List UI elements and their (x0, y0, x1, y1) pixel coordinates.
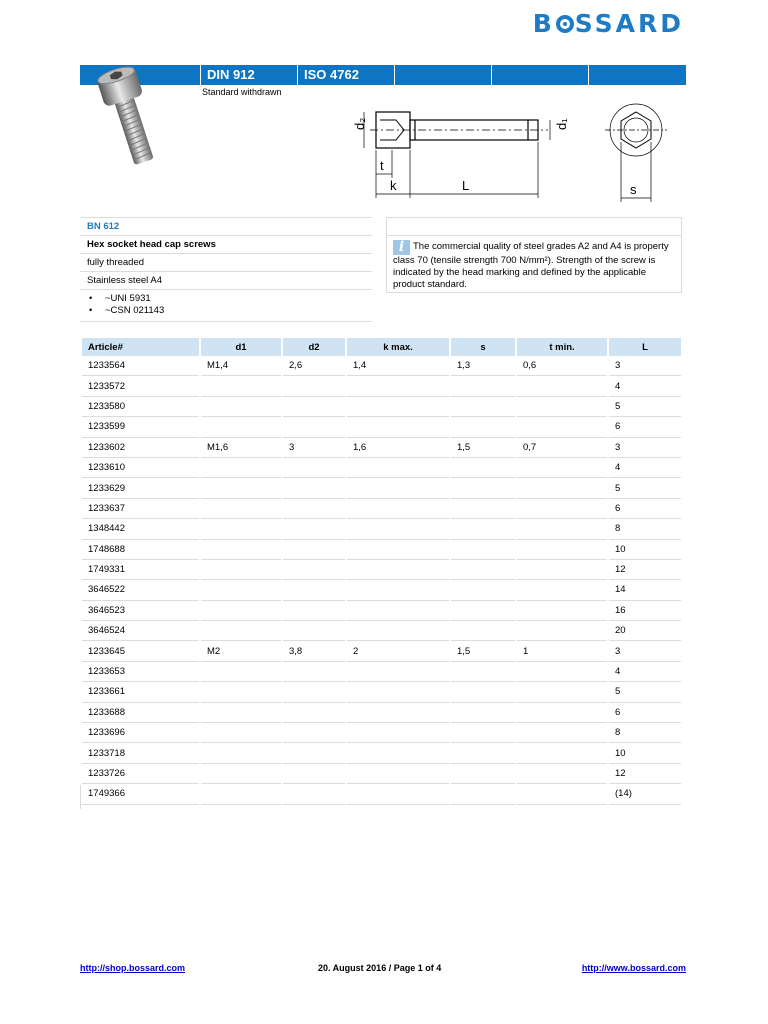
table-cell (283, 417, 345, 437)
table-cell: 1233637 (82, 499, 199, 519)
screw-technical-drawing (340, 98, 686, 208)
table-cell (283, 499, 345, 519)
table-cell: M2 (201, 641, 281, 661)
table-cell (201, 560, 281, 580)
table-cell (283, 580, 345, 600)
table-cell: 5 (609, 682, 681, 702)
table-body (82, 356, 681, 805)
table-cell (201, 723, 281, 743)
table-cell: M1,6 (201, 438, 281, 458)
table-cell: 1,4 (347, 356, 449, 376)
table-row (82, 743, 681, 763)
equivalents-list (80, 290, 372, 321)
table-cell (283, 764, 345, 784)
table-cell (517, 723, 607, 743)
table-row (82, 478, 681, 498)
table-cell (517, 580, 607, 600)
table-cell: 3646522 (82, 580, 199, 600)
table-cell (347, 601, 449, 621)
www-link[interactable]: http://www.bossard.com (581, 963, 686, 973)
table-cell (517, 478, 607, 498)
table-cell: 3,8 (283, 641, 345, 661)
table-cell (347, 682, 449, 702)
equivalent-item: • ~CSN 021143 (105, 305, 372, 317)
table-cell (283, 784, 345, 804)
table-row (82, 764, 681, 784)
table-cell (201, 580, 281, 600)
table-cell (451, 478, 515, 498)
table-cell (517, 376, 607, 396)
quality-info-box (386, 217, 682, 293)
table-cell (283, 540, 345, 560)
table-cell (517, 417, 607, 437)
table-cell (201, 601, 281, 621)
table-cell (283, 478, 345, 498)
table-cell (347, 662, 449, 682)
table-cell (347, 519, 449, 539)
table-cell: 1,5 (451, 641, 515, 661)
table-row (82, 580, 681, 600)
table-cell (347, 723, 449, 743)
table-cell (451, 743, 515, 763)
info-icon: i (393, 240, 410, 255)
label-d1: d₁ (554, 118, 569, 130)
table-cell (451, 682, 515, 702)
table-row (82, 499, 681, 519)
table-cell (201, 682, 281, 702)
table-cell (201, 458, 281, 478)
footer-www-link-wrap (582, 963, 686, 973)
bn-number: BN 612 (80, 217, 372, 236)
table-cell (347, 540, 449, 560)
table-cell (517, 703, 607, 723)
table-cell (517, 560, 607, 580)
table-cell: 8 (609, 519, 681, 539)
table-cell (517, 764, 607, 784)
standard-withdrawn-note: Standard withdrawn (202, 87, 282, 97)
table-cell: 1348442 (82, 519, 199, 539)
table-cell (201, 703, 281, 723)
table-cell (347, 458, 449, 478)
table-cell (517, 499, 607, 519)
table-cell: 1749331 (82, 560, 199, 580)
table-row (82, 682, 681, 702)
standards-bar-cell-empty (394, 65, 491, 85)
info-box-header (387, 218, 681, 236)
table-cell (201, 478, 281, 498)
table-cell (451, 723, 515, 743)
col-article: Article# (82, 338, 199, 356)
table-cell (347, 397, 449, 417)
table-cell (451, 580, 515, 600)
table-cell (201, 764, 281, 784)
table-cell (347, 621, 449, 641)
table-cell (201, 662, 281, 682)
table-cell (451, 560, 515, 580)
table-row (82, 601, 681, 621)
table-cell: 6 (609, 499, 681, 519)
table-row (82, 356, 681, 376)
table-cell: 3646523 (82, 601, 199, 621)
table-cell (517, 682, 607, 702)
table-cell (451, 376, 515, 396)
table-row (82, 621, 681, 641)
table-cell: 4 (609, 376, 681, 396)
table-cell (283, 519, 345, 539)
table-cell (283, 560, 345, 580)
info-content (387, 236, 681, 295)
table-cell (283, 682, 345, 702)
table-cell: 2 (347, 641, 449, 661)
table-cell (347, 764, 449, 784)
table-cell (347, 560, 449, 580)
product-info-box (80, 217, 372, 322)
label-t: t (380, 158, 384, 173)
footer-shop-link-wrap (80, 963, 185, 973)
table-cell: 5 (609, 478, 681, 498)
table-row (82, 662, 681, 682)
col-d1: d1 (201, 338, 281, 356)
table-cell (451, 703, 515, 723)
table-cell (451, 601, 515, 621)
table-cell: 5 (609, 397, 681, 417)
din-standard: DIN 912 (200, 65, 297, 85)
table-row (82, 417, 681, 437)
col-L: L (609, 338, 681, 356)
table-cell: 1233688 (82, 703, 199, 723)
table-row (82, 458, 681, 478)
table-row (82, 784, 681, 804)
table-row (82, 540, 681, 560)
table-cell: 1233602 (82, 438, 199, 458)
table-cell (283, 376, 345, 396)
standards-bar-cell-empty (588, 65, 686, 85)
table-cell: 1,5 (451, 438, 515, 458)
table-cell: 3 (609, 641, 681, 661)
table-cell (451, 417, 515, 437)
shop-link[interactable]: http://shop.bossard.com (80, 963, 186, 973)
table-cell: 0,7 (517, 438, 607, 458)
col-d2: d2 (283, 338, 345, 356)
table-row (82, 438, 681, 458)
table-cell (451, 621, 515, 641)
table-cell: 1,3 (451, 356, 515, 376)
table-cell (201, 784, 281, 804)
table-cell (517, 621, 607, 641)
table-cell: 1233564 (82, 356, 199, 376)
table-cell: 14 (609, 580, 681, 600)
table-cell (517, 519, 607, 539)
table-cell: 0,6 (517, 356, 607, 376)
table-cell: 1233645 (82, 641, 199, 661)
table-row (82, 397, 681, 417)
table-cell (517, 397, 607, 417)
table-cell (201, 519, 281, 539)
table-cell: 3646524 (82, 621, 199, 641)
table-row (82, 703, 681, 723)
table-cell: 4 (609, 458, 681, 478)
table-cell: (14) (609, 784, 681, 804)
table-cell (283, 703, 345, 723)
footer-page-info: 20. August 2016 / Page 1 of 4 (318, 963, 442, 973)
label-d2: d₂ (352, 117, 367, 130)
table-cell (347, 499, 449, 519)
material: Stainless steel A4 (80, 272, 372, 290)
table-cell: 1233696 (82, 723, 199, 743)
standards-bar-cell-empty (491, 65, 588, 85)
table-row (82, 641, 681, 661)
table-cell (347, 417, 449, 437)
table-cell (451, 784, 515, 804)
table-cell (347, 703, 449, 723)
table-cell (283, 458, 345, 478)
screw-photo (92, 62, 182, 172)
table-cell (283, 397, 345, 417)
table-cell (517, 601, 607, 621)
table-cell: 8 (609, 723, 681, 743)
table-cell (283, 601, 345, 621)
label-k: k (390, 178, 397, 193)
table-cell: 3 (609, 438, 681, 458)
equivalents-row (80, 290, 372, 322)
table-cell (451, 499, 515, 519)
bossard-logo (533, 9, 684, 38)
table-cell (283, 662, 345, 682)
table-cell (451, 397, 515, 417)
table-cell: 20 (609, 621, 681, 641)
table-cell: 1233572 (82, 376, 199, 396)
table-cell (517, 458, 607, 478)
table-cell (201, 499, 281, 519)
table-cell: 6 (609, 417, 681, 437)
table-cell: 2,6 (283, 356, 345, 376)
logo-o-mark (556, 15, 574, 33)
table-cell (347, 580, 449, 600)
table-cell (517, 540, 607, 560)
table-cell (451, 540, 515, 560)
table-cell: 3 (283, 438, 345, 458)
table-cell (201, 540, 281, 560)
table-cell (283, 723, 345, 743)
table-cell (517, 743, 607, 763)
table-cell: 1749366 (82, 784, 199, 804)
product-title: Hex socket head cap screws (80, 236, 372, 254)
table-cell (283, 621, 345, 641)
col-s: s (451, 338, 515, 356)
label-L: L (462, 178, 470, 193)
table-cell (347, 784, 449, 804)
table-row (82, 723, 681, 743)
table-cell (347, 376, 449, 396)
table-cell (451, 764, 515, 784)
table-cell (201, 621, 281, 641)
table-cell (451, 519, 515, 539)
table-cell (201, 376, 281, 396)
table-cell: 1233599 (82, 417, 199, 437)
logo-text-end: SSARD (574, 9, 684, 38)
table-row (82, 560, 681, 580)
table-cell: 1,6 (347, 438, 449, 458)
table-cell: 1233718 (82, 743, 199, 763)
table-cell: 1 (517, 641, 607, 661)
info-text: The commercial quality of steel grades A2 and A4 is property class 70 (tensile strength 700 N/mm²). Strength of the screw is indicated by the head marking and defined by the applicable product standard. (393, 241, 669, 290)
table-cell (283, 743, 345, 763)
table-cell (517, 784, 607, 804)
table-cell (201, 743, 281, 763)
table-cell: 10 (609, 540, 681, 560)
table-cell: 12 (609, 764, 681, 784)
iso-standard: ISO 4762 (297, 65, 394, 85)
table-cell: 12 (609, 560, 681, 580)
logo-text-start: B (532, 9, 555, 38)
table-cell (451, 458, 515, 478)
table-cell (347, 743, 449, 763)
table-cell (451, 662, 515, 682)
table-cell (201, 417, 281, 437)
table-cell (201, 397, 281, 417)
col-k-max: k max. (347, 338, 449, 356)
table-cell: M1,4 (201, 356, 281, 376)
table-cell: 6 (609, 703, 681, 723)
table-cell: 1233653 (82, 662, 199, 682)
article-table (80, 338, 683, 805)
equivalent-item: • ~UNI 5931 (105, 293, 372, 305)
table-cell (347, 478, 449, 498)
table-cell: 4 (609, 662, 681, 682)
table-end-line (80, 785, 81, 809)
table-cell: 1233726 (82, 764, 199, 784)
table-cell: 10 (609, 743, 681, 763)
thread-type: fully threaded (80, 254, 372, 272)
table-cell: 1748688 (82, 540, 199, 560)
col-t-min: t min. (517, 338, 607, 356)
table-cell: 16 (609, 601, 681, 621)
table-cell: 1233610 (82, 458, 199, 478)
table-cell: 3 (609, 356, 681, 376)
table-row (82, 519, 681, 539)
table-cell: 1233661 (82, 682, 199, 702)
table-row (82, 376, 681, 396)
table-cell: 1233629 (82, 478, 199, 498)
label-s: s (630, 182, 637, 197)
table-header-row (82, 338, 681, 356)
table-cell: 1233580 (82, 397, 199, 417)
table-cell (517, 662, 607, 682)
